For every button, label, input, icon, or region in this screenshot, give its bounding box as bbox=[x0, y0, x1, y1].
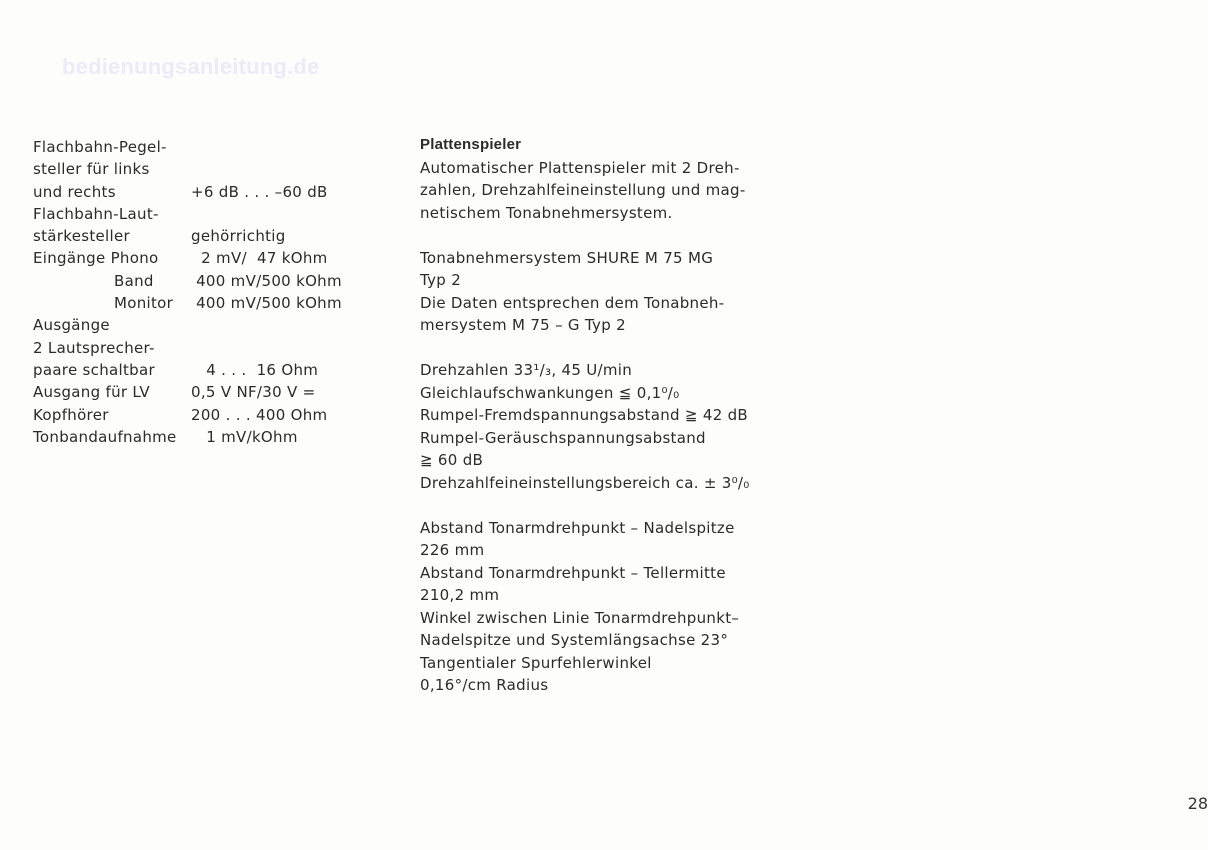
spec-row bbox=[33, 203, 373, 225]
spec-row bbox=[33, 381, 373, 403]
spec-label: Flachbahn-Pegel- bbox=[33, 138, 167, 156]
paragraph-gap bbox=[420, 494, 800, 517]
spec-label: Ausgänge bbox=[33, 316, 110, 335]
text-line: Rumpel-Geräuschspannungsabstand bbox=[420, 428, 706, 447]
spec-row bbox=[33, 337, 373, 359]
spec-label: steller für links bbox=[33, 160, 150, 179]
paragraph-gap bbox=[420, 224, 800, 247]
spec-row bbox=[33, 225, 373, 247]
text-line: 226 mm bbox=[420, 541, 485, 559]
spec-row bbox=[33, 136, 373, 158]
spec-row bbox=[33, 158, 373, 180]
spec-value: 2 mV/ 47 kOhm bbox=[191, 249, 328, 268]
spec-value: 200 . . . 400 Ohm bbox=[191, 405, 328, 424]
text-line: Gleichlaufschwankungen ≦ 0,1⁰/₀ bbox=[420, 383, 680, 402]
spec-value: +6 dB . . . –60 dB bbox=[191, 182, 328, 201]
text-line: Drehzahlen 33¹/₃, 45 U/min bbox=[420, 361, 633, 379]
spec-label: 2 Lautsprecher- bbox=[33, 338, 155, 357]
spec-row bbox=[33, 292, 373, 314]
text-line: Abstand Tonarmdrehpunkt – Nadelspitze bbox=[420, 518, 735, 537]
spec-value: 1 mV/kOhm bbox=[191, 427, 298, 446]
text-line: mersystem M 75 – G Typ 2 bbox=[420, 316, 626, 334]
text-line: Die Daten entsprechen dem Tonabneh- bbox=[420, 293, 725, 312]
spec-label: Eingänge Phono bbox=[33, 249, 159, 268]
spec-label: stärkesteller bbox=[33, 227, 130, 246]
spec-row bbox=[33, 270, 373, 292]
spec-row bbox=[33, 314, 373, 336]
text-line: 210,2 mm bbox=[420, 586, 500, 604]
text-line: Tangentialer Spurfehlerwinkel bbox=[420, 653, 652, 672]
paragraph-gap bbox=[420, 337, 800, 360]
spec-value: 400 mV/500 kOhm bbox=[191, 271, 342, 290]
spec-value: 0,5 V NF/30 V = bbox=[191, 383, 316, 402]
turntable-specs bbox=[420, 134, 800, 697]
text-line: Tonabnehmersystem SHURE M 75 MG bbox=[420, 248, 714, 267]
spec-value: 400 mV/500 kOhm bbox=[191, 294, 342, 313]
spec-value: gehörrichtig bbox=[191, 227, 286, 246]
spec-label: paare schaltbar bbox=[33, 360, 155, 379]
spec-label: Flachbahn-Laut- bbox=[33, 204, 159, 223]
text-line: ≧ 60 dB bbox=[420, 451, 484, 469]
text-line: Automatischer Plattenspieler mit 2 Dreh- bbox=[420, 158, 740, 177]
text-line: netischem Tonabnehmersystem. bbox=[420, 203, 673, 222]
spec-row bbox=[33, 247, 373, 269]
spec-label: Kopfhörer bbox=[33, 405, 109, 424]
spec-row bbox=[33, 359, 373, 381]
spec-label: Band bbox=[114, 271, 154, 290]
spec-label: Monitor bbox=[114, 294, 174, 313]
text-line: 0,16°/cm Radius bbox=[420, 676, 549, 694]
text-line: zahlen, Drehzahlfeineinstellung und mag- bbox=[420, 181, 746, 199]
spec-row bbox=[33, 404, 373, 426]
spec-label: Tonbandaufnahme bbox=[33, 427, 177, 446]
section-heading: Plattenspieler bbox=[420, 136, 522, 153]
spec-label: und rechts bbox=[33, 182, 116, 201]
text-line: Abstand Tonarmdrehpunkt – Tellermitte bbox=[420, 563, 726, 582]
amplifier-specs bbox=[33, 136, 373, 448]
watermark: bedienungsanleitung.de bbox=[62, 54, 320, 79]
text-line: Rumpel-Fremdspannungsabstand ≧ 42 dB bbox=[420, 406, 749, 424]
text-line: Typ 2 bbox=[420, 271, 462, 289]
spec-label: Ausgang für LV bbox=[33, 383, 150, 402]
text-line: Drehzahlfeineinstellungsbereich ca. ± 3⁰/₀ bbox=[420, 473, 750, 492]
text-line: Winkel zwischen Linie Tonarmdrehpunkt– bbox=[420, 608, 740, 627]
spec-row bbox=[33, 181, 373, 203]
page-number: 28 bbox=[1187, 794, 1208, 813]
spec-value: 4 . . . 16 Ohm bbox=[191, 360, 319, 379]
text-line: Nadelspitze und Systemlängsachse 23° bbox=[420, 631, 729, 649]
spec-row bbox=[33, 426, 373, 448]
